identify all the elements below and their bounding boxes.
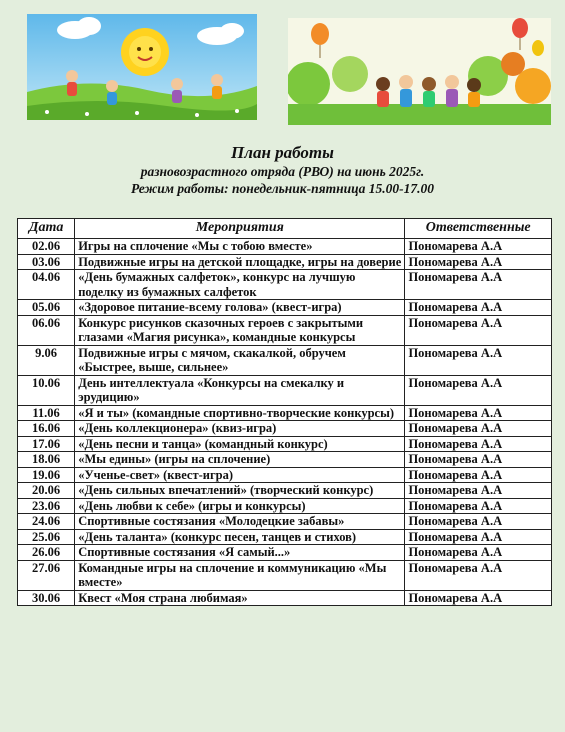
row-responsible: Пономарева А.А (405, 498, 552, 514)
row-responsible: Пономарева А.А (405, 315, 552, 345)
table-row (18, 560, 552, 590)
row-date: 19.06 (18, 467, 75, 483)
plan-subtitle: разновозрастного отряда (РВО) на июнь 2025г. (140, 164, 425, 179)
table-row (18, 300, 552, 316)
row-event: Конкурс рисунков сказочных героев с закрытыми глазами «Магия рисунка», командные конкурсы (75, 315, 405, 345)
table-row (18, 483, 552, 499)
row-event: «Ученье-свет» (квест-игра) (75, 467, 405, 483)
activity-plan-table (17, 218, 552, 606)
row-event: «День бумажных салфеток», конкурс на лучшую поделку из бумажных салфеток (75, 270, 405, 300)
table-row (18, 345, 552, 375)
row-responsible: Пономарева А.А (405, 545, 552, 561)
work-schedule: Режим работы: понедельник-пятница 15.00-17.00 (131, 181, 434, 196)
row-event: Спортивные состязания «Молодецкие забавы» (75, 514, 405, 530)
row-responsible: Пономарева А.А (405, 467, 552, 483)
row-responsible: Пономарева А.А (405, 300, 552, 316)
row-date: 25.06 (18, 529, 75, 545)
row-date: 04.06 (18, 270, 75, 300)
header-responsible: Ответственные (405, 219, 552, 239)
row-event: Подвижные игры на детской площадке, игры на доверие (75, 254, 405, 270)
table-row (18, 436, 552, 452)
row-date: 17.06 (18, 436, 75, 452)
row-responsible: Пономарева А.А (405, 345, 552, 375)
row-responsible: Пономарева А.А (405, 529, 552, 545)
row-date: 10.06 (18, 375, 75, 405)
row-responsible: Пономарева А.А (405, 405, 552, 421)
table-row (18, 254, 552, 270)
row-event: Командные игры на сплочение и коммуникацию «Мы вместе» (75, 560, 405, 590)
row-event: «День любви к себе» (игры и конкурсы) (75, 498, 405, 514)
kids-sun-illustration (27, 14, 257, 120)
row-responsible: Пономарева А.А (405, 483, 552, 499)
table-row (18, 270, 552, 300)
row-date: 18.06 (18, 452, 75, 468)
row-event: «День песни и танца» (командный конкурс) (75, 436, 405, 452)
table-row (18, 498, 552, 514)
row-date: 9.06 (18, 345, 75, 375)
table-row (18, 452, 552, 468)
table-row (18, 545, 552, 561)
row-responsible: Пономарева А.А (405, 270, 552, 300)
row-event: «День сильных впечатлений» (творческий конкурс) (75, 483, 405, 499)
row-event: «День коллекционера» (квиз-игра) (75, 421, 405, 437)
table-row (18, 514, 552, 530)
row-responsible: Пономарева А.А (405, 375, 552, 405)
kids-balloons-illustration (288, 18, 551, 125)
table-row (18, 405, 552, 421)
header-events: Мероприятия (75, 219, 405, 239)
row-responsible: Пономарева А.А (405, 514, 552, 530)
row-date: 26.06 (18, 545, 75, 561)
table-row (18, 375, 552, 405)
page-title: План работы (231, 143, 334, 162)
row-responsible: Пономарева А.А (405, 590, 552, 606)
row-date: 30.06 (18, 590, 75, 606)
table-row (18, 590, 552, 606)
row-date: 20.06 (18, 483, 75, 499)
row-event: Подвижные игры с мячом, скакалкой, обручем «Быстрее, выше, сильнее» (75, 345, 405, 375)
row-date: 23.06 (18, 498, 75, 514)
table-row (18, 467, 552, 483)
row-event: День интеллектуала «Конкурсы на смекалку и эрудицию» (75, 375, 405, 405)
table-body (18, 239, 552, 606)
row-event: Спортивные состязания «Я самый...» (75, 545, 405, 561)
row-date: 27.06 (18, 560, 75, 590)
row-responsible: Пономарева А.А (405, 560, 552, 590)
table-row (18, 529, 552, 545)
row-event: «День таланта» (конкурс песен, танцев и стихов) (75, 529, 405, 545)
table-row (18, 421, 552, 437)
row-date: 16.06 (18, 421, 75, 437)
header-date: Дата (18, 219, 75, 239)
table-header-row (18, 219, 552, 239)
row-event: «Здоровое питание-всему голова» (квест-игра) (75, 300, 405, 316)
row-date: 05.06 (18, 300, 75, 316)
row-date: 24.06 (18, 514, 75, 530)
row-responsible: Пономарева А.А (405, 254, 552, 270)
row-date: 03.06 (18, 254, 75, 270)
row-event: «Я и ты» (командные спортивно-творческие конкурсы) (75, 405, 405, 421)
row-responsible: Пономарева А.А (405, 239, 552, 255)
row-event: Игры на сплочение «Мы с тобою вместе» (75, 239, 405, 255)
row-event: «Мы едины» (игры на сплочение) (75, 452, 405, 468)
row-date: 11.06 (18, 405, 75, 421)
row-responsible: Пономарева А.А (405, 452, 552, 468)
row-date: 06.06 (18, 315, 75, 345)
row-responsible: Пономарева А.А (405, 436, 552, 452)
row-date: 02.06 (18, 239, 75, 255)
row-event: Квест «Моя страна любимая» (75, 590, 405, 606)
row-responsible: Пономарева А.А (405, 421, 552, 437)
table-row (18, 315, 552, 345)
table-row (18, 239, 552, 255)
